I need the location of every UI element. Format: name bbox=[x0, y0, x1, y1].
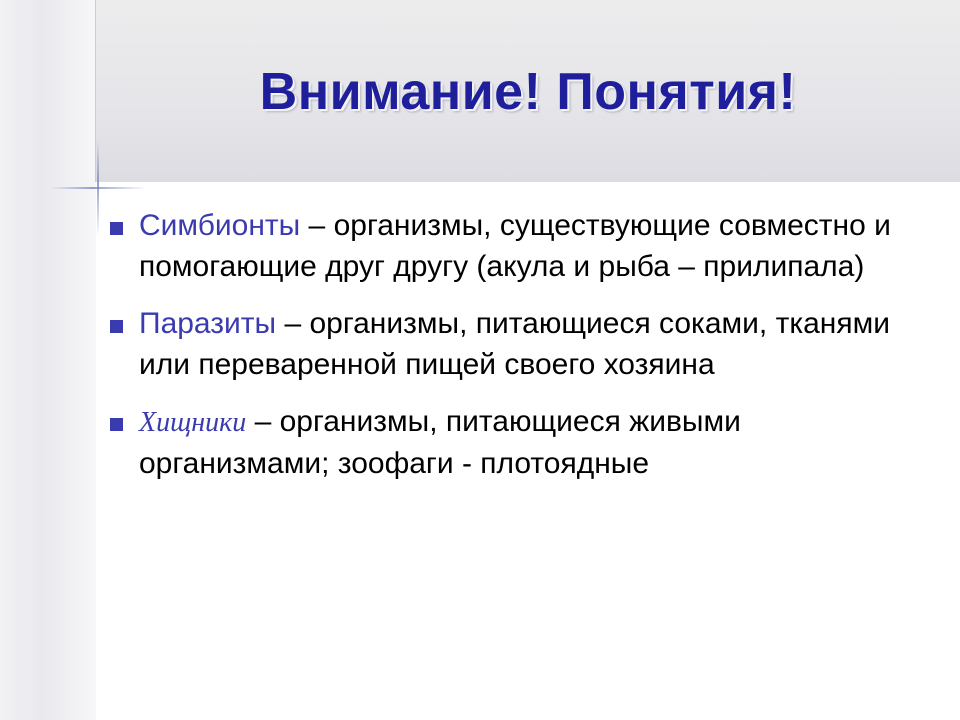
bullet-list bbox=[110, 205, 930, 500]
list-item bbox=[110, 303, 930, 385]
square-bullet-icon bbox=[110, 222, 123, 235]
list-item-term: Симбионты bbox=[139, 209, 301, 242]
list-item-definition: – организмы, питающиеся живыми организмами; зоофаги - плотоядные bbox=[139, 405, 741, 480]
list-item bbox=[110, 205, 930, 287]
list-item-definition: – организмы, питающиеся соками, тканями или переваренной пищей своего хозяина bbox=[139, 307, 890, 381]
list-item-text bbox=[139, 401, 930, 484]
list-item-term: Хищники bbox=[139, 407, 247, 438]
square-bullet-icon bbox=[110, 320, 123, 333]
list-item-term: Паразиты bbox=[139, 307, 277, 340]
square-bullet-icon bbox=[110, 418, 123, 431]
slide-title: Внимание! Понятия! bbox=[259, 63, 797, 121]
list-item-text bbox=[139, 205, 930, 287]
list-item-definition: – организмы, существующие совместно и помогающие друг другу (акула и рыба – прилипала) bbox=[139, 209, 891, 283]
list-item-text bbox=[139, 303, 930, 385]
left-decorative-band bbox=[0, 0, 96, 720]
list-item bbox=[110, 401, 930, 484]
